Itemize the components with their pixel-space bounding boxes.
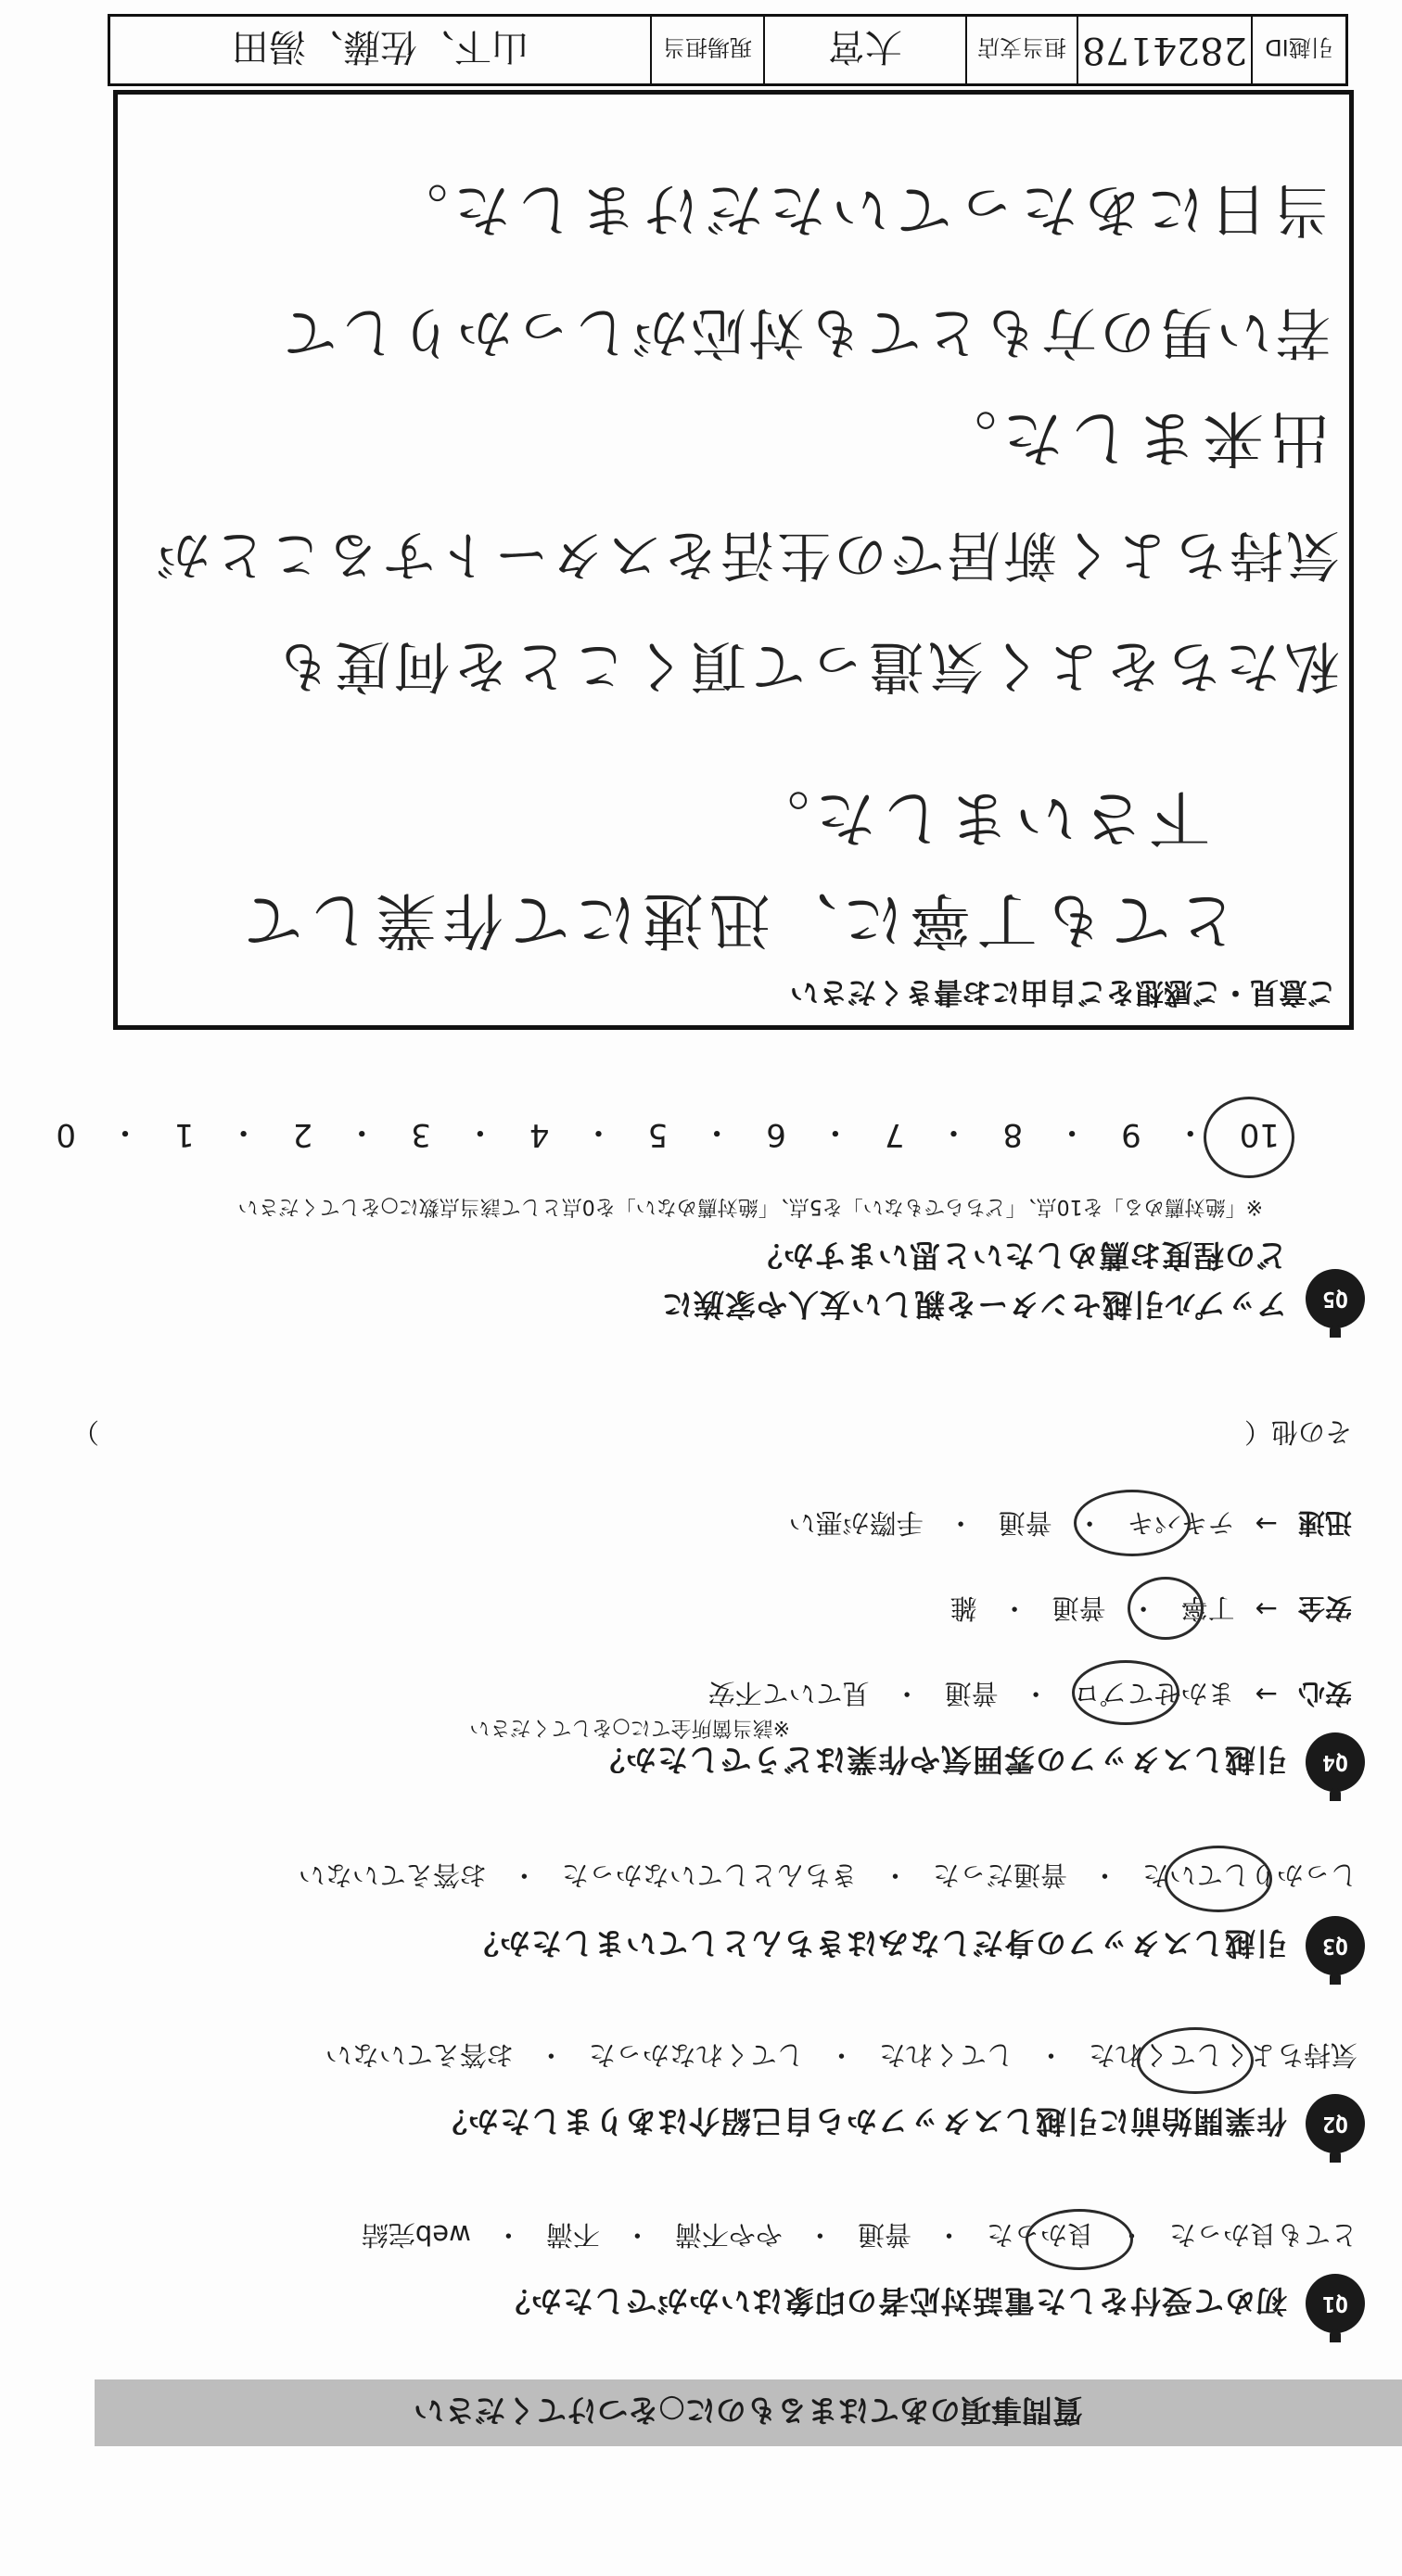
q5-score[interactable]: 4 <box>529 1116 550 1154</box>
q5-text-line2: どの程度お薦めしたいと思いますか？ <box>751 1237 1287 1274</box>
q5-score-selected[interactable]: 10 <box>1239 1116 1280 1154</box>
q1-selection-circle <box>1026 2209 1133 2270</box>
comment-box[interactable] <box>113 90 1354 1030</box>
q3-option[interactable]: きちんとしていなかった <box>561 1859 858 1891</box>
q5-selection-circle <box>1204 1097 1294 1178</box>
q4-badge: Q4 <box>1306 1732 1365 1792</box>
q5-badge: Q5 <box>1306 1269 1365 1328</box>
leader-value: 山下、佐藤、湯田 <box>232 25 529 69</box>
q2-badge: Q2 <box>1306 2094 1365 2153</box>
comment-line: 私たちをよく気遣って頂くことを何度も <box>272 633 1340 698</box>
branch-value: 大宮 <box>763 17 965 83</box>
q5-note: ※「絶対薦める」を10点、「どちらでもない」を5点、「絶対薦めない」を0点として該当点数に○をしてください <box>237 1195 1263 1218</box>
q3-text: 引越しスタッフの身だしなみはきちんとしていましたか？ <box>467 1925 1287 1962</box>
question-1 <box>499 2274 1365 2333</box>
q4-option[interactable]: 普通 <box>944 1678 999 1709</box>
q3-option[interactable]: 普通だった <box>932 1859 1067 1891</box>
q5-score[interactable]: 1 <box>173 1116 195 1154</box>
q4-option-selected[interactable]: テキパキ <box>1127 1507 1235 1539</box>
q4-anshin-selection-circle <box>1072 1660 1179 1725</box>
question-5 <box>661 1236 1365 1328</box>
q1-option[interactable]: やや不満 <box>674 2219 783 2251</box>
q1-text: 初めて受付をした電話対応者の印象はいかがでしたか？ <box>499 2283 1287 2320</box>
branch-label: 担当支店 <box>965 17 1077 83</box>
q5-score[interactable]: 5 <box>647 1116 669 1154</box>
q4-jinsoku-selection-circle <box>1074 1490 1191 1556</box>
q5-score[interactable]: 9 <box>1121 1116 1141 1154</box>
q4-row-label: 安全 <box>1297 1593 1352 1624</box>
q2-options: 気持ちよくしてくれた ・ してくれた ・ してくれなかった ・ お答えていない <box>325 2037 1357 2075</box>
id-label: 引越ID <box>1251 17 1345 83</box>
q4-row-label: 安心 <box>1297 1678 1352 1709</box>
comment-line: 若い男の方もとても対応がしっかりして <box>279 299 1331 364</box>
comment-line: とても丁寧に、迅速にて作業して <box>236 884 1238 956</box>
q4-option-selected[interactable]: まかせてプロ <box>1073 1678 1235 1709</box>
comment-line: 出来ました。 <box>930 402 1331 474</box>
q3-option[interactable]: お答えていない <box>298 1859 487 1891</box>
q4-option-selected[interactable]: 丁寧 <box>1180 1593 1235 1624</box>
q2-text: 作業開始前に引越しスタッフから自己紹介はありましたか？ <box>436 2103 1287 2140</box>
instruction-banner: 質問事項のあてはまるものに○をつけてください <box>95 2379 1402 2446</box>
q1-option[interactable]: 不満 <box>545 2219 600 2251</box>
q4-option[interactable]: 普通 <box>1052 1593 1106 1624</box>
q4-anzen-selection-circle <box>1128 1577 1204 1640</box>
q4-option[interactable]: 普通 <box>998 1507 1052 1539</box>
q4-row-anzen: 安全 → 丁寧 ・ 普通 ・ 雑 <box>950 1591 1352 1629</box>
q4-row-jinsoku: 迅速 → テキパキ ・ 普通 ・ 手際が悪い <box>789 1505 1352 1543</box>
q3-badge: Q3 <box>1306 1916 1365 1975</box>
q5-score[interactable]: 6 <box>766 1116 786 1154</box>
q2-option[interactable]: してくれた <box>878 2039 1013 2071</box>
q4-option[interactable]: 雑 <box>950 1593 977 1624</box>
comment-line: 当日にあたっていただけました。 <box>384 176 1331 244</box>
q2-option[interactable]: してくれなかった <box>588 2039 804 2071</box>
q1-badge: Q1 <box>1306 2274 1365 2333</box>
q1-option-selected[interactable]: 良かった <box>986 2219 1094 2251</box>
q4-option[interactable]: 見ていて不安 <box>707 1678 870 1709</box>
q3-options: しっかりしていた ・ 普通だった ・ きちんとしていなかった ・ お答えていない <box>299 1858 1357 1896</box>
footer-info-row <box>108 14 1348 86</box>
q4-option[interactable]: 手際が悪い <box>788 1507 924 1539</box>
q5-score[interactable]: 3 <box>411 1116 431 1154</box>
id-value: 2824178 <box>1077 17 1251 83</box>
q1-options: とても良かった ・ 良かった ・ 普通 ・ やや不満 ・ 不満 ・ web完結 <box>362 2217 1357 2255</box>
q5-text-line1: アップル引越センターを親しい友人や家族に <box>660 1287 1287 1323</box>
q4-other-label: その他（ <box>1243 1416 1352 1448</box>
comment-title: ご意見・ご感想をご自由にお書きください <box>790 975 1336 1009</box>
q2-selection-circle <box>1137 2027 1254 2094</box>
question-3 <box>467 1916 1365 1975</box>
q4-note: ※該当箇所全てに○をしてください <box>469 1716 790 1739</box>
comment-line: 下さいました。 <box>743 782 1210 854</box>
q2-option[interactable]: お答えていない <box>325 2039 514 2071</box>
q5-score[interactable]: 2 <box>292 1116 313 1154</box>
q5-score[interactable]: 7 <box>884 1116 905 1154</box>
q3-selection-circle <box>1165 1846 1272 1912</box>
q4-text: 引越しスタッフの雰囲気や作業はどうでしたか？ <box>593 1742 1287 1779</box>
question-2 <box>436 2094 1365 2153</box>
leader-label: 現場担当 <box>650 17 763 83</box>
q1-option[interactable]: 普通 <box>857 2219 911 2251</box>
q5-scale: 10 ・ 9 ・ 8 ・ 7 ・ 6 ・ 5 ・ 4 ・ 3 ・ 2 ・ 1 ・ 0 <box>56 1113 1280 1154</box>
q5-score[interactable]: 0 <box>56 1116 76 1154</box>
q4-other-close: ） <box>72 1416 100 1448</box>
q5-score[interactable]: 8 <box>1002 1116 1024 1154</box>
q3-option-selected[interactable]: しっかりしていた <box>1141 1859 1357 1891</box>
q2-option-selected[interactable]: 気持ちよくしてくれた <box>1088 2039 1357 2071</box>
q1-option[interactable]: web完結 <box>361 2219 471 2251</box>
q4-row-anshin: 安心 → まかせてプロ ・ 普通 ・ 見ていて不安 <box>708 1676 1352 1714</box>
q1-option[interactable]: とても良かった <box>1168 2219 1357 2251</box>
q4-other-row <box>72 1415 1352 1453</box>
comment-line: 気持ちよく新居での生活をスタートすることが <box>153 524 1340 587</box>
q4-row-label: 迅速 <box>1297 1507 1352 1539</box>
